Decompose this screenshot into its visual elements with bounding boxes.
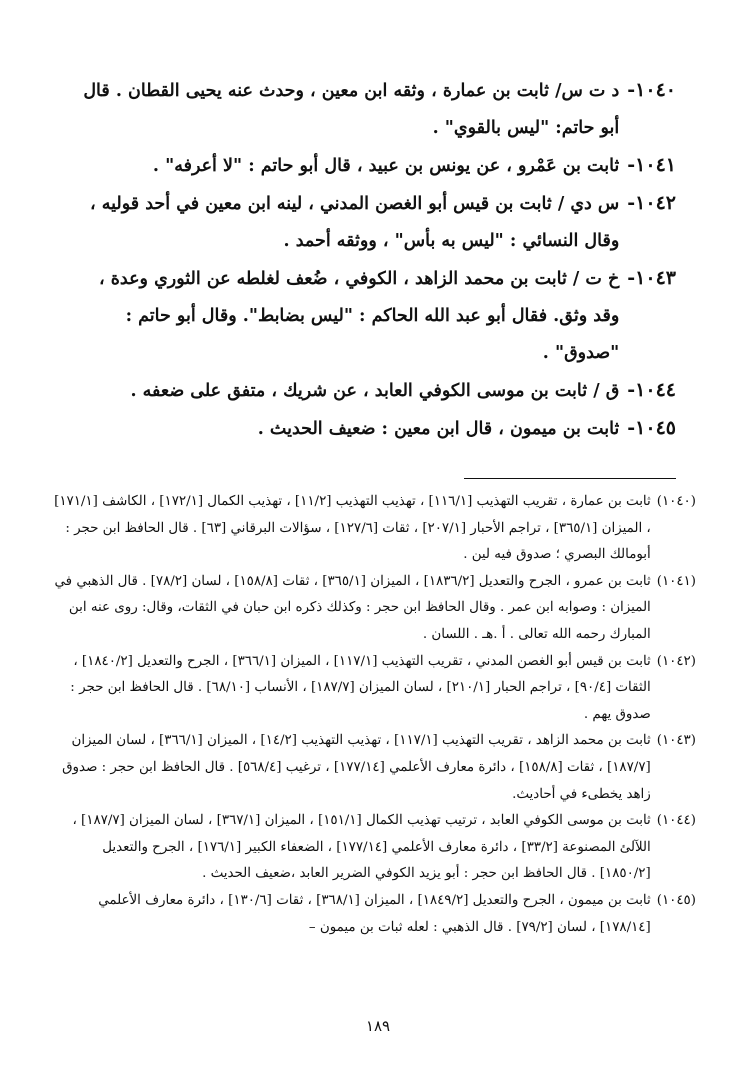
entry-number: ١٠٤١- — [627, 154, 676, 176]
footnotes-list — [50, 489, 696, 941]
entry-text: ق / ثابت بن موسى الكوفي العابد ، عن شريك ، متفق على ضعفه . — [130, 381, 620, 401]
entry-text: ثابت بن عَمْرو ، عن يونس بن عبيد ، قال أبو حاتم : "لا أعرفه" . — [152, 156, 620, 176]
footnote — [50, 888, 696, 941]
footnote-text: ثابت بن موسى الكوفي العابد ، ترتيب تهذيب الكمال [١٥١/١] ، الميزان [٣٦٧/١] ، لسان الميزان [١٨٧/٧] ، اللآلئ المصنوعة [٣٣/٢] ، دائرة معارف الأعلمي [١٧٧/١٤] ، الضعفاء الكبير [١٧٦/١] ، الجرح والتعديل [١٨٥٠/٢] . قال الحافظ ابن حجر : أبو يزيد الكوفي الضرير العابد ،ضعيف الحديث . — [72, 813, 651, 882]
footnote-number: (١٠٤١) — [656, 573, 696, 589]
entry — [70, 410, 676, 448]
footnote — [50, 808, 696, 888]
entries-list — [70, 72, 676, 448]
entry — [70, 185, 676, 260]
entry-text: خ ت / ثابت بن محمد الزاهد ، الكوفي ، ضُعف لغلطه عن الثوري وعدة ، وقد وثق. فقال أبو عبد الله الحاكم : "ليس بضابط". وقال أبو حاتم : "صدوق" . — [98, 269, 620, 363]
footnote-number: (١٠٤٥) — [656, 892, 696, 908]
footnote — [50, 728, 696, 808]
entry-text: د ت س/ ثابت بن عمارة ، وثقه ابن معين ، وحدث عنه يحيى القطان . قال أبو حاتم: "ليس بالقوي" . — [83, 81, 620, 138]
entry — [70, 372, 676, 410]
entry-text: س دي / ثابت بن قيس أبو الغصن المدني ، لينه ابن معين في أحد قوليه ، وقال النسائي : "ليس به بأس" ، ووثقه أحمد . — [90, 194, 620, 251]
footnote-text: ثابت بن محمد الزاهد ، تقريب التهذيب [١١٧/١] ، تهذيب التهذيب [١٤/٢] ، الميزان [٣٦٦/١] ، لسان الميزان [١٨٧/٧] ، ثقات [١٥٨/٨] ، دائرة معارف الأعلمي [١٧٧/١٤] ، ترغيب [٥٦٨/٤] . قال الحافظ ابن حجر : صدوق زاهد يخطىء في أحاديث. — [62, 733, 651, 802]
entry — [70, 260, 676, 372]
entry-number: ١٠٤٥- — [627, 417, 676, 439]
footnote-separator — [464, 478, 676, 479]
footnote-number: (١٠٤٣) — [656, 733, 696, 749]
footnote-number: (١٠٤٤) — [656, 813, 696, 829]
footnote-text: ثابت بن عمرو ، الجرح والتعديل [١٨٣٦/٢] ، الميزان [٣٦٥/١] ، ثقات [١٥٨/٨] ، لسان [٧٨/٢] . قال الذهبي في الميزان : وصوابه ابن عمر . وقال الحافظ ابن حجر : وكذلك ذكره ابن حبان في الثقات، وقال: روى عنه ابن المبارك رحمه الله تعالى . أ .هـ . اللسان . — [54, 573, 651, 642]
entry-text: ثابت بن ميمون ، قال ابن معين : ضعيف الحديث . — [257, 419, 620, 439]
footnote — [50, 649, 696, 729]
footnote-text: ثابت بن عمارة ، تقريب التهذيب [١١٦/١] ، تهذيب التهذيب [١١/٢] ، تهذيب الكمال [١٧٢/١] ، الكاشف [١٧١/١] ، الميزان [٣٦٥/١] ، تراجم الأحبار [٢٠٧/١] ، ثقات [١٢٧/٦] ، سؤالات البرقاني [٦٣] . قال الحافظ ابن حجر : أبومالك البصري ؛ صدوق فيه لين . — [54, 494, 651, 563]
entry — [70, 72, 676, 147]
entry-number: ١٠٤٢- — [627, 192, 676, 214]
footnote — [50, 489, 696, 569]
entry-number: ١٠٤٤- — [627, 379, 676, 401]
footnote-text: ثابت بن ميمون ، الجرح والتعديل [١٨٤٩/٢] ، الميزان [٣٦٨/١] ، ثقات [١٣٠/٦] ، دائرة معارف الأعلمي [١٧٨/١٤] ، لسان [٧٩/٢] . قال الذهبي : لعله ثبات بن ميمون – — [98, 892, 651, 935]
entry-number: ١٠٤٣- — [627, 267, 676, 289]
footnote — [50, 569, 696, 649]
page-number: ١٨٩ — [365, 1017, 391, 1035]
entry — [70, 147, 676, 185]
footnote-text: ثابت بن قيس أبو الغصن المدني ، تقريب التهذيب [١١٧/١] ، الميزان [٣٦٦/١] ، الجرح والتعديل [١٨٤٠/٢] ، الثقات [٩٠/٤] ، تراجم الحبار [٢١٠/١] ، لسان الميزان [١٨٧/٧] ، الأنساب [٦٨/١٠] . قال الحافظ ابن حجر : صدوق يهم . — [70, 653, 651, 722]
entry-number: ١٠٤٠- — [627, 79, 676, 101]
footnote-number: (١٠٤٠) — [656, 494, 696, 509]
footnote-number: (١٠٤٢) — [656, 653, 696, 669]
